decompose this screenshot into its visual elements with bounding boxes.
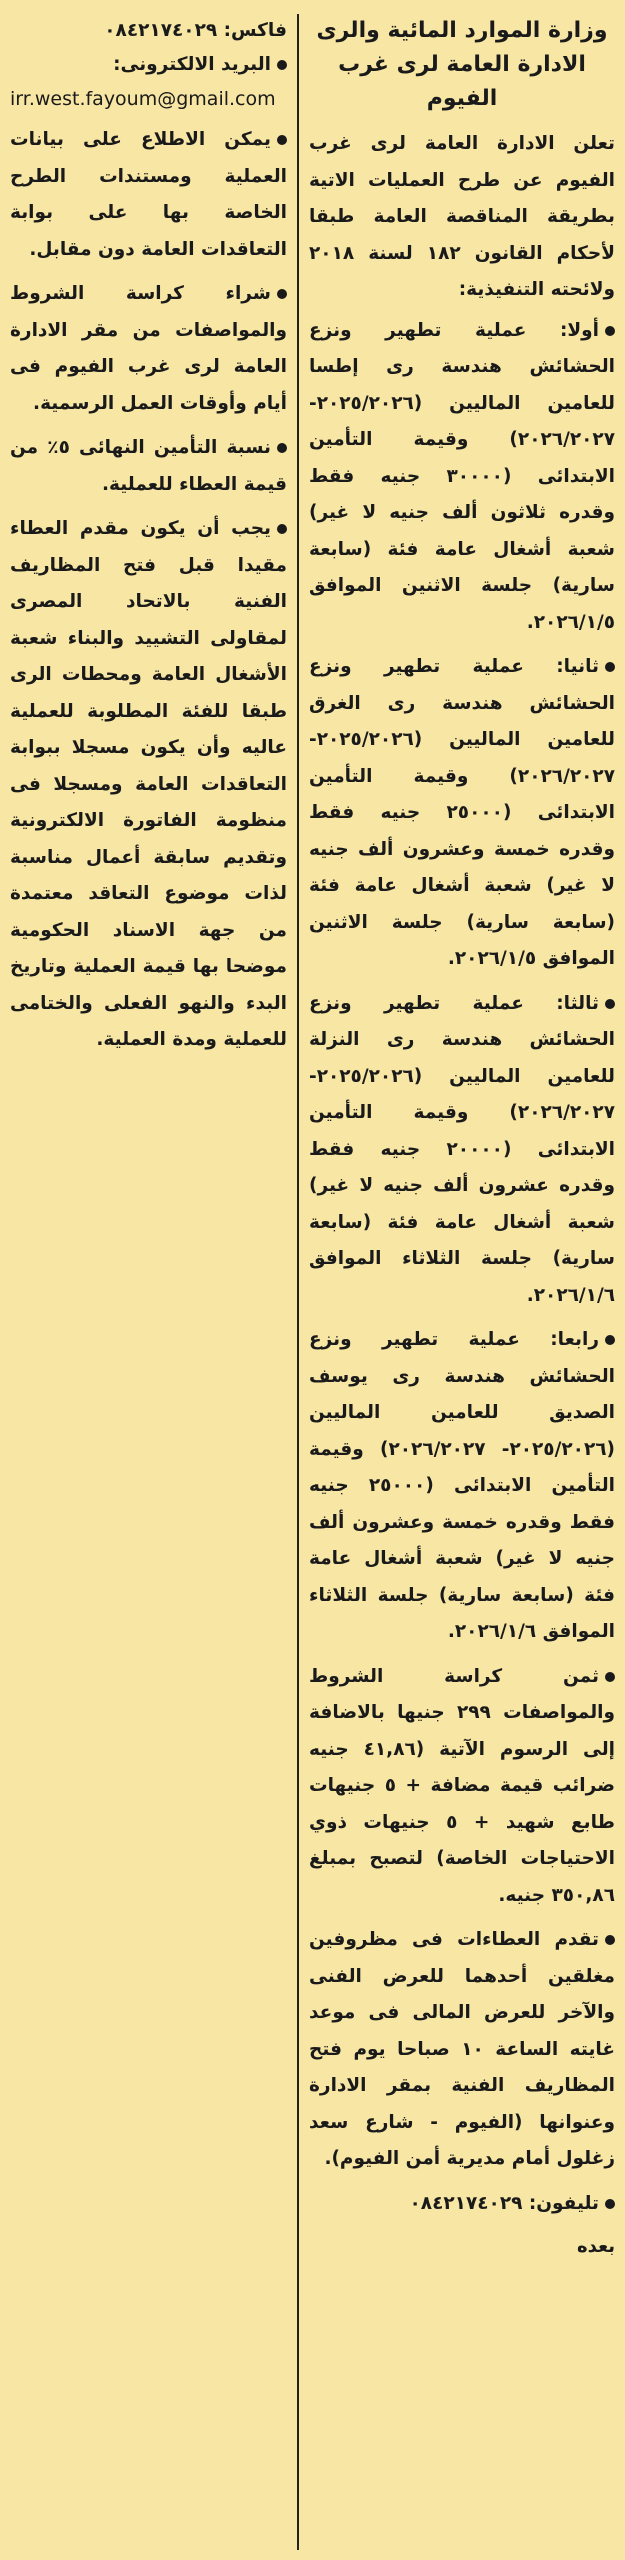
right-item-text: أولا: عملية تطهير ونزع الحشائش هندسة رى إطسا للعامين الماليين (٢٠٢٥/٢٠٢٦- ٢٠٢٦/٢٠٢٧) وقيمة التأمين الابتدائى (٣٠٠٠٠ جنيه فقط وقدره ثلاثون ألف جنيه لا غير) شعبة أشغال عامة فئة (سابعة سارية) جلسة الاثنين الموافق ٢٠٢٦/١/٥. [309,319,616,633]
right-item-text: ثمن كراسة الشروط والمواصفات ٢٩٩ جنيها بالاضافة إلى الرسوم الآتية (٤١,٨٦ جنيه ضرائب قيمة مضافة + ٥ جنيهات طابع شهيد + ٥ جنيهات ذوي الاحتياجات الخاصة) لتصبح بمبلغ ٣٥٠,٨٦ جنيه. [309,1665,615,1906]
left-column [10,14,297,2550]
left-item-text: يجب أن يكون مقدم العطاء مقيدا قبل فتح المظاريف الفنية بالاتحاد المصرى لمقاولى التشييد والبناء شعبة الأشغال العامة ومحطات الرى طبقا للفئة المطلوبة للعملية عاليه وأن يكون مسجلا ببوابة التعاقدات العامة ومسجلا فى منظومة الفاتورة الالكترونية وتقديم سابقة أعمال مناسبة لذات موضوع التعاقد معتمدة من جهة الاسناد الحكومية موضحا بها قيمة العملية وتاريخ البدء والنهو الفعلى والختامى للعملية ومدة العملية. [10,518,287,1050]
bullet-icon [605,2199,615,2209]
left-item [10,430,287,503]
email-label-text: البريد الالكترونى: [113,54,271,75]
right-item [309,986,615,1315]
bullet-icon [277,524,287,534]
right-item-text: تليفون: ٠٨٤٢١٧٤٠٢٩ [409,2192,599,2214]
right-item [309,1322,615,1651]
bullet-icon [605,1935,615,1945]
bullet-icon [605,1335,615,1345]
left-item-text: شراء كراسة الشروط والمواصفات من مقر الادارة العامة لرى غرب الفيوم فى أيام وأوقات العمل الرسمية. [10,283,287,414]
bullet-icon [605,999,615,1009]
right-item [309,2186,615,2223]
right-item-text: رابعا: عملية تطهير ونزع الحشائش هندسة رى يوسف الصديق للعامين الماليين (٢٠٢٥/٢٠٢٦- ٢٠٢٦/٢٠٢٧) وقيمة التأمين الابتدائى (٢٥٠٠٠ جنيه فقط وقدره خمسة وعشرون ألف جنيه لا غير) شعبة أشغال عامة فئة (سابعة سارية) جلسة الثلاثاء الموافق ٢٠٢٦/١/٦. [309,1329,615,1642]
right-item [309,649,615,978]
notice-header: وزارة الموارد المائية والرى الادارة العامة لرى غرب الفيوم [316,18,608,111]
bullet-icon [277,289,287,299]
bullet-icon [277,135,287,145]
bullet-icon [605,326,615,336]
left-item-text: نسبة التأمين النهائى ٥٪ من قيمة العطاء للعملية. [10,437,287,495]
right-item [309,1922,615,2178]
bullet-icon [277,443,287,453]
right-item-text: ثالثا: عملية تطهير ونزع الحشائش هندسة رى النزلة للعامين الماليين (٢٠٢٥/٢٠٢٦- ٢٠٢٦/٢٠٢٧) وقيمة التأمين الابتدائى (٢٠٠٠٠ جنيه فقط وقدره عشرون ألف جنيه لا غير) شعبة أشغال عامة فئة (سابعة سارية) جلسة الثلاثاء الموافق ٢٠٢٦/١/٦. [309,992,616,1306]
left-item [10,122,287,268]
right-item-text: ثانيا: عملية تطهير ونزع الحشائش هندسة رى الغرق للعامين الماليين (٢٠٢٥/٢٠٢٦- ٢٠٢٦/٢٠٢٧) وقيمة التأمين الابتدائى (٢٥٠٠٠ جنيه فقط وقدره خمسة وعشرون ألف جنيه لا غير) شعبة أشغال عامة فئة (سابعة سارية) جلسة الاثنين الموافق ٢٠٢٦/١/٥. [309,656,616,969]
right-item [309,313,615,642]
intro-paragraph: تعلن الادارة العامة لرى غرب الفيوم عن طرح العمليات الاتية بطريقة المناقصة العامة طبقا لأحكام القانون ١٨٢ لسنة ٢٠١٨ ولائحته التنفيذية: [309,133,615,300]
bullet-icon [277,60,287,70]
right-column [297,14,615,2550]
email-label [10,48,287,82]
bullet-icon [605,662,615,672]
email-address[interactable]: irr.west.fayoum@gmail.com [10,88,276,110]
left-item-text: يمكن الاطلاع على بيانات العملية ومستندات الطرح الخاصة بها على بوابة التعاقدات العامة دون مقابل. [10,129,287,260]
fax-line: فاكس: ٠٨٤٢١٧٤٠٢٩ [104,20,287,41]
right-item-text: تقدم العطاءات فى مظروفين مغلقين أحدهما للعرض الفنى والآخر للعرض المالى فى موعد غايته الساعة ١٠ صباحا يوم فتح المظاريف الفنية بمقر الادارة وعنوانها (الفيوم - شارع سعد زغلول أمام مديرية أمن الفيوم). [309,1929,615,2169]
right-item [309,1659,615,1915]
left-item [10,511,287,1059]
continued-note: بعده [577,2236,615,2257]
bullet-icon [605,1672,615,1682]
left-item [10,276,287,422]
